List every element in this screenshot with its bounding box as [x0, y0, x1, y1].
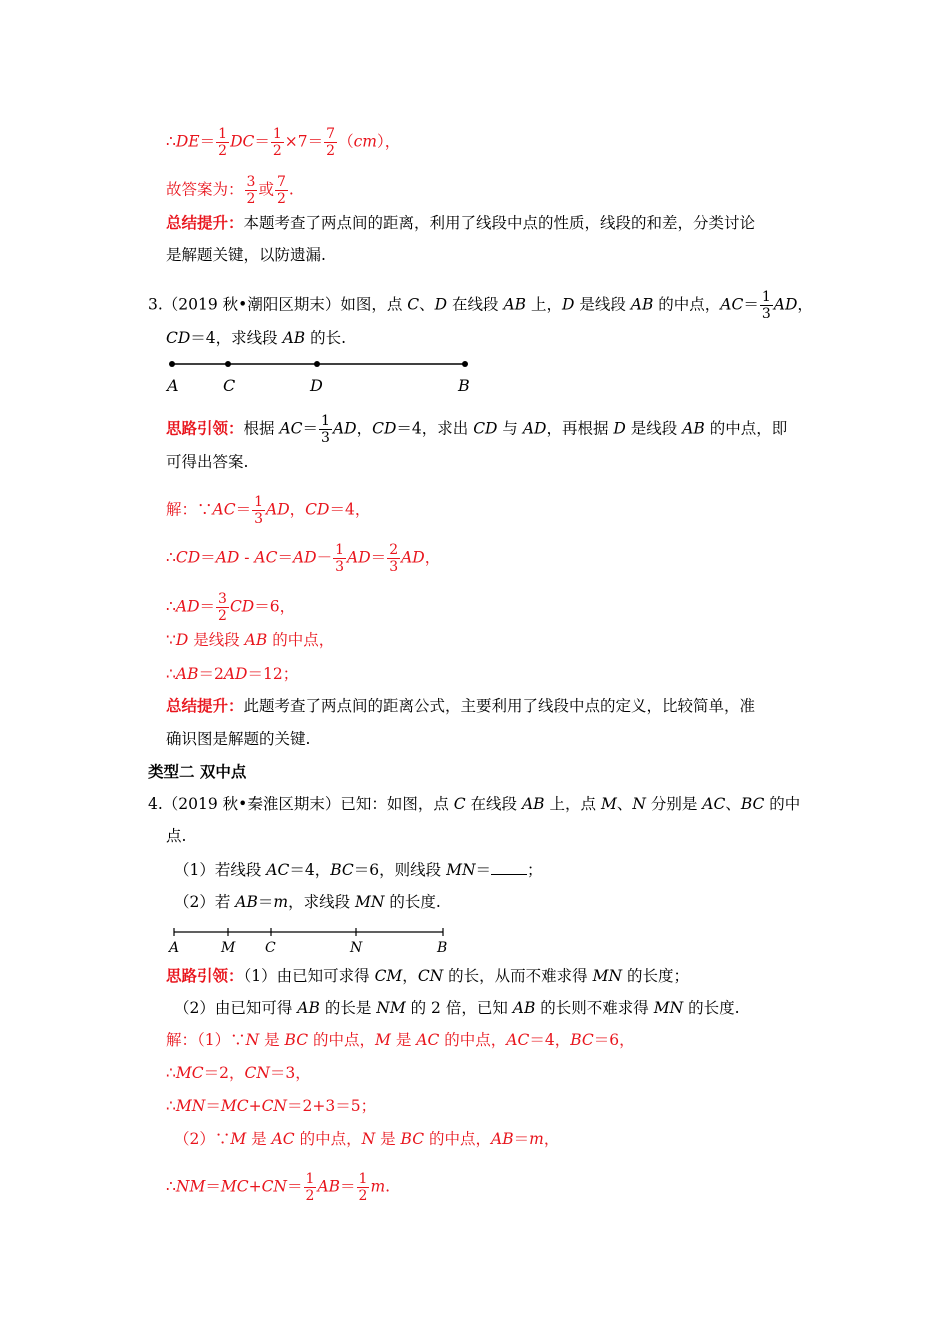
fraction: $\frac{1}{3}$: [335, 542, 345, 575]
label-m: M: [221, 940, 236, 956]
summary-label: 总结提升：: [166, 214, 244, 232]
therefore-symbol: ∴: [166, 132, 176, 151]
label-c: C: [265, 940, 276, 956]
point-a: [169, 361, 175, 367]
question-4-part-2: （2）若 AB＝m，求线段 MN 的长度.: [174, 893, 441, 911]
fraction: $\frac{1}{2}$: [218, 126, 228, 159]
hint-line: 思路引领：根据 AC＝ $\frac{1}{3}$ AD，CD＝4，求出 CD 与 AD，再根据 D 是线段 AB 的中点，即: [166, 413, 788, 446]
solution-line-5: ∴AB＝2AD＝12；: [166, 665, 299, 683]
summary-line-2-cont: 确识图是解题的关键.: [166, 730, 311, 748]
solution-4-line-3: ∴MN＝MC+CN＝2+3＝5；: [166, 1097, 377, 1115]
fraction: $\frac{3}{2}$: [218, 591, 227, 624]
hint-label: 思路引领：: [166, 967, 244, 985]
segment-figure-2: [166, 924, 456, 956]
label-c: C: [223, 376, 236, 395]
label-d: D: [310, 376, 323, 395]
fraction: $\frac{7}{2}$: [276, 174, 286, 207]
fraction: $\frac{1}{3}$: [761, 289, 771, 322]
label-b: B: [458, 376, 470, 395]
label-a: A: [167, 376, 179, 395]
summary-line: 总结提升：本题考查了两点间的距离，利用了线段中点的性质，线段的和差，分类讨论: [166, 214, 756, 232]
solution-line-2: ∴CD＝AD - AC＝AD－ $\frac{1}{3}$ AD＝ $\frac{2}{3}$ AD，: [166, 542, 441, 575]
hint-line-cont: 可得出答案.: [166, 453, 249, 471]
fraction: $\frac{1}{2}$: [305, 1171, 315, 1204]
hint-line-2: 思路引领：（1）由已知可求得 CM，CN 的长，从而不难求得 MN 的长度；: [166, 967, 689, 985]
question-4: 4.（2019 秋•秦淮区期末）已知：如图，点 C 在线段 AB 上，点 M、N 分别是 AC、BC 的中: [148, 795, 801, 813]
question-3: 3.（2019 秋•潮阳区期末）如图，点 C、D 在线段 AB 上，D 是线段 AB 的中点，AC＝ $\frac{1}{3}$ AD，: [148, 289, 813, 322]
fraction: $\frac{7}{2}$: [326, 126, 336, 159]
point-d: [314, 361, 320, 367]
solution-line-1: 解：∵AC＝ $\frac{1}{3}$ AD，CD＝4，: [166, 494, 371, 527]
solution-line-3: ∴AD＝ $\frac{3}{2}$ CD＝6，: [166, 591, 296, 624]
point-c: [225, 361, 231, 367]
answer-blank: [491, 860, 527, 875]
label-b: B: [437, 940, 448, 956]
fraction: $\frac{1}{3}$: [321, 413, 330, 446]
solution-4-line-4: （2）∵M 是 AC 的中点，N 是 BC 的中点，AB＝m，: [174, 1130, 560, 1148]
fraction: $\frac{1}{2}$: [272, 126, 282, 159]
hint-line-2-cont: （2）由已知可得 AB 的长是 NM 的 2 倍，已知 AB 的长则不难求得 MN 的长度.: [174, 999, 740, 1017]
summary-line-2: 总结提升：此题考查了两点间的距离公式，主要利用了线段中点的定义，比较简单，准: [166, 697, 756, 715]
answer-line: 故答案为： $\frac{3}{2}$ 或 $\frac{7}{2}$ .: [166, 174, 294, 207]
point-b: [462, 361, 468, 367]
solution-4-line-5: ∴NM＝MC+CN＝ $\frac{1}{2}$ AB＝ $\frac{1}{2}$ m.: [166, 1171, 391, 1204]
fraction: $\frac{1}{3}$: [254, 494, 264, 527]
question-4-cont: 点.: [166, 827, 187, 845]
solution-line-4: ∵D 是线段 AB 的中点，: [166, 631, 335, 649]
fraction: $\frac{1}{2}$: [358, 1171, 368, 1204]
solution-4-line-2: ∴MC＝2，CN＝3，: [166, 1064, 311, 1082]
section-heading: 类型二 双中点: [148, 763, 247, 781]
solution-4-line-1: 解：（1）∵N 是 BC 的中点，M 是 AC 的中点，AC＝4，BC＝6，: [166, 1031, 635, 1049]
fraction: $\frac{2}{3}$: [389, 542, 399, 575]
solution-line-de: ∴DE＝ $\frac{1}{2}$ DC＝ $\frac{1}{2}$ ×7＝ $\frac{7}{2}$ （cm），: [166, 126, 401, 159]
label-n: N: [350, 940, 363, 956]
summary-label: 总结提升：: [166, 697, 244, 715]
summary-line-cont: 是解题关键，以防遗漏.: [166, 246, 326, 264]
label-a: A: [169, 940, 180, 956]
fraction: $\frac{3}{2}$: [246, 174, 256, 207]
hint-label: 思路引领：: [166, 419, 244, 438]
question-3-cont: CD＝4，求线段 AB 的长.: [166, 329, 347, 347]
segment-figure-1: [160, 352, 480, 396]
question-4-part-1: （1）若线段 AC＝4，BC＝6，则线段 MN＝ ；: [174, 861, 543, 879]
